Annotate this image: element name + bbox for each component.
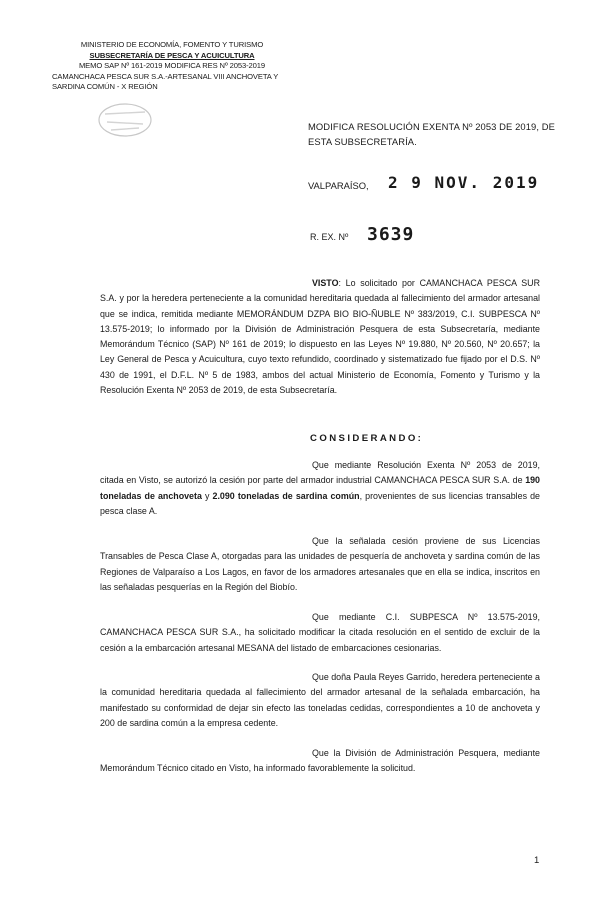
- considerando-paragraph-3: [100, 610, 540, 656]
- issue-date: 2 9 NOV. 2019: [388, 173, 540, 192]
- considerando-paragraph-2: [100, 534, 540, 595]
- seal-stamp: [95, 100, 155, 140]
- considerando-paragraph-1: [100, 458, 540, 519]
- p3-text: Que mediante C.I. SUBPESCA Nº 13.575-2019, CAMANCHACA PESCA SUR S.A., ha solicitado modificar la citada resolución en el sentido de excluir de la cesión a la embarcación artesanal MESANA del listado de embarcaciones cesionarias.: [100, 612, 540, 653]
- visto-text: : Lo solicitado por CAMANCHACA PESCA SUR S.A. y por la heredera perteneciente a la comunidad hereditaria quedada al fallecimiento del armador artesanal que se indica, remitida mediante MEMORÁNDUM DZPA BIO BIO-ÑUBLE Nº 383/2019, C.I. SUBPESCA Nº 13.575-2019; lo informado por la División de Administración Pesquera de esta Subsecretaría, mediante Memorándum Técnico (SAP) Nº 161 de 2019; lo dispuesto en las Leyes Nº 19.880, Nº 20.560, Nº 20.657; la Ley General de Pesca y Acuicultura, cuyo texto refundido, coordinado y sistematizado fue fijado por el D.S. Nº 430 de 1991, el D.F.L. Nº 5 de 1983, ambos del actual Ministerio de Economía, Fomento y Turismo y la Resolución Exenta Nº 2053 de 2019, de esta Subsecretaría.: [100, 278, 540, 396]
- header-memo: MEMO SAP Nº 161-2019 MODIFICA RES Nº 2053-2019: [78, 61, 266, 71]
- header-ministry: MINISTERIO DE ECONOMÍA, FOMENTO Y TURISMO: [80, 40, 264, 49]
- p1-anchoveta-tons: 190 toneladas de anchoveta: [100, 475, 540, 501]
- header-species: SARDINA COMÚN - X REGIÓN: [52, 82, 158, 92]
- visto-paragraph: [100, 276, 540, 398]
- city-label: VALPARAÍSO,: [308, 180, 369, 191]
- header-subsecretaria: SUBSECRETARÍA DE PESCA Y ACUICULTURA: [89, 50, 255, 60]
- p1-text-c: y: [201, 490, 213, 501]
- p1-text-d: , provenientes de sus licencias transables de pesca clase A.: [100, 490, 540, 516]
- header-parties: CAMANCHACA PESCA SUR S.A.-ARTESANAL VIII ANCHOVETA Y: [52, 71, 279, 81]
- resolution-number-label: R. EX. Nº: [310, 232, 349, 242]
- resolution-number: 3639: [367, 224, 415, 245]
- p5-text: Que la División de Administración Pesquera, mediante Memorándum Técnico citado en Visto, ha informado favorablemente la solicitud.: [100, 748, 540, 774]
- p1-text-a: Que mediante Resolución Exenta Nº 2053 de 2019, citada en Visto, se autorizó la cesión por parte del armador industrial CAMANCHACA PESCA SUR S.A. de: [100, 460, 540, 486]
- ministry-header: [52, 40, 292, 93]
- p4-text: Que doña Paula Reyes Garrido, heredera perteneciente a la comunidad hereditaria quedada al fallecimiento del armador artesanal de la señalada embarcación, ha manifestado su conformidad de dejar sin efecto las toneladas cedidas, correspondientes a 10 de anchoveta y 200 de sardina común a la empresa cedente.: [100, 672, 540, 728]
- considerando-paragraph-5: [100, 746, 540, 777]
- resolution-subject: MODIFICA RESOLUCIÓN EXENTA Nº 2053 DE 2019, DE ESTA SUBSECRETARÍA.: [308, 121, 555, 147]
- page-number: 1: [534, 855, 540, 866]
- considerando-paragraph-4: [100, 670, 540, 731]
- considerando-heading: CONSIDERANDO:: [310, 433, 424, 444]
- p1-sardina-tons: 2.090 toneladas de sardina común: [212, 490, 360, 501]
- p2-text: Que la señalada cesión proviene de sus Licencias Transables de Pesca Clase A, otorgadas para las unidades de pesquería de anchoveta y sardina común de las Regiones de Valparaíso a Los Lagos, en favor de los armadores artesanales que en ella se indica, inscritos en las señaladas pesquerías en la Región del Biobío.: [100, 536, 540, 592]
- visto-label: VISTO: [312, 278, 339, 288]
